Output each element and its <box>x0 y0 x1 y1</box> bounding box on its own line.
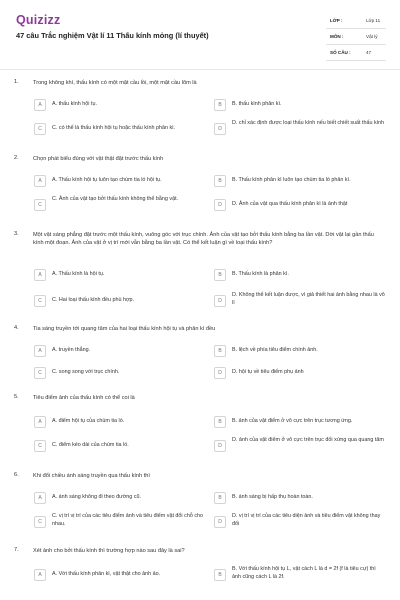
option-text: C. Ảnh của vật tạo bởi thấu kính không thể bằng vật. <box>52 196 179 202</box>
option-text: B. thấu kính phân kì. <box>232 101 282 107</box>
question-number: 4. <box>14 325 19 331</box>
option-text: D. chỉ xác định được loại thấu kính nếu biết chiết suất thấu kính <box>232 120 385 126</box>
option-letter-badge: A <box>34 269 46 281</box>
option-text: A. điểm hội tụ của chùm tia ló. <box>52 418 125 424</box>
option-text: B. Thấu kính phân kì luôn tạo chùm tia ló phân kì. <box>232 177 351 183</box>
meta-label: SỐ CÂU : <box>330 50 351 55</box>
option-letter-badge: C <box>34 123 46 135</box>
option-c[interactable] <box>34 512 204 532</box>
option-text: A. Thấu kính hội tụ luôn tạo chùm tia ló hội tụ. <box>52 177 162 183</box>
option-a[interactable] <box>34 95 204 115</box>
option-a[interactable] <box>34 565 204 585</box>
option-letter-badge: D <box>214 199 226 211</box>
question-7 <box>14 547 386 591</box>
option-text: C. Hai loại thấu kính đều phù hợp. <box>52 297 135 303</box>
question-number: 6. <box>14 472 19 478</box>
option-text: D. Ảnh của vật qua thấu kính phân kì là ảnh thật <box>232 201 348 207</box>
option-letter-badge: A <box>34 569 46 581</box>
meta-table <box>326 13 386 61</box>
question-number: 5. <box>14 394 19 400</box>
option-text: C. vị trí vị trí của các tiêu điểm ảnh và tiêu điểm vật đổi chỗ cho nhau. <box>52 513 204 527</box>
document-title: 47 câu Trắc nghiệm Vật lí 11 Thấu kính mỏng (lí thuyết) <box>16 31 209 40</box>
option-text: B. Với thấu kính hội tụ L, vật cách L là d = 2f (f là tiêu cự) thì ảnh cũng cách L là 2f. <box>232 566 376 580</box>
option-text: A. truyền thẳng. <box>52 347 91 353</box>
option-letter-badge: C <box>34 516 46 528</box>
option-letter-badge: B <box>214 269 226 281</box>
option-letter-badge: B <box>214 569 226 581</box>
option-letter-badge: D <box>214 295 226 307</box>
question-text: Xét ảnh cho bởi thấu kính thì trường hợp nào sau đây là sai? <box>33 548 185 554</box>
option-text: D. vị trí vị trí của các tiêu diện ảnh và tiêu điểm vật không thay đổi <box>232 513 381 527</box>
option-c[interactable] <box>34 363 204 383</box>
question-text: Một vật sáng phẳng đặt trước một thấu kính, vuông góc với trục chính. Ảnh của vật tạo bởi thấu kính bằng ba lần vật. Dời vật lại gần thấu kính một đoạn. Ảnh của vật ở vị trí mới vẫn bằng ba lần vật. Có thể kết luận gì về loại thấu kính? <box>33 232 374 246</box>
option-c[interactable] <box>34 119 204 139</box>
option-d[interactable] <box>214 195 386 215</box>
meta-label: LỚP : <box>330 18 343 23</box>
option-text: B. lệch về phía tiêu điểm chính ảnh. <box>232 347 318 353</box>
option-c[interactable] <box>34 195 204 215</box>
option-a[interactable] <box>34 171 204 191</box>
question-text: Chọn phát biểu đúng với vật thật đặt trước thấu kính <box>33 156 164 162</box>
option-letter-badge: D <box>214 367 226 379</box>
question-5 <box>14 394 386 458</box>
option-letter-badge: B <box>214 492 226 504</box>
option-a[interactable] <box>34 341 204 361</box>
option-letter-badge: B <box>214 175 226 187</box>
option-letter-badge: A <box>34 345 46 357</box>
option-letter-badge: A <box>34 492 46 504</box>
question-text: Tia sáng truyền tới quang tâm của hai loại thấu kính hội tụ và phân kì đều <box>33 326 216 332</box>
question-6 <box>14 472 386 536</box>
option-text: C. có thể là thấu kính hội tụ hoặc thấu kính phân kì. <box>52 125 176 131</box>
option-b[interactable] <box>214 265 386 285</box>
option-letter-badge: C <box>34 199 46 211</box>
option-text: B. ánh sáng bị hấp thụ hoàn toàn. <box>232 494 313 500</box>
option-letter-badge: D <box>214 516 226 528</box>
option-letter-badge: A <box>34 99 46 111</box>
option-letter-badge: C <box>34 440 46 452</box>
option-text: B. Thấu kính là phân kì. <box>232 271 289 277</box>
option-c[interactable] <box>34 291 204 311</box>
question-number: 1. <box>14 79 19 85</box>
meta-value: Vật lý <box>366 34 378 39</box>
question-text: Trong không khí, thấu kính có một mặt cầu lồi, một mặt cầu lõm là <box>33 80 197 86</box>
header-divider <box>0 69 400 70</box>
option-text: C. điểm kéo dài của chùm tia ló. <box>52 442 129 448</box>
option-text: A. ánh sáng không đi theo đường cũ. <box>52 494 141 500</box>
option-letter-badge: C <box>34 367 46 379</box>
option-letter-badge: B <box>214 345 226 357</box>
option-text: C. song song với trục chính. <box>52 369 120 375</box>
option-text: D. hội tụ về tiêu điểm phụ ảnh <box>232 369 304 375</box>
option-letter-badge: B <box>214 99 226 111</box>
option-b[interactable] <box>214 95 386 115</box>
question-3 <box>14 231 386 317</box>
option-d[interactable] <box>214 119 386 139</box>
option-text: A. Với thấu kính phân kì, vật thật cho ảnh ảo. <box>52 571 161 577</box>
option-text: D. Không thể kết luận được, vì giả thiết hai ảnh bằng nhau là vô lí <box>232 292 385 306</box>
option-letter-badge: D <box>214 123 226 135</box>
option-d[interactable] <box>214 363 386 383</box>
document-header <box>0 0 400 64</box>
question-1 <box>14 79 386 141</box>
option-a[interactable] <box>34 265 204 285</box>
option-letter-badge: A <box>34 416 46 428</box>
question-4 <box>14 325 386 387</box>
option-letter-badge: D <box>214 440 226 452</box>
option-d[interactable] <box>214 291 386 311</box>
option-b[interactable] <box>214 488 386 508</box>
question-text: Tiêu điểm ảnh của thấu kính có thể coi là <box>33 395 135 401</box>
option-b[interactable] <box>214 341 386 361</box>
option-b[interactable] <box>214 412 386 432</box>
option-b[interactable] <box>214 171 386 191</box>
option-text: B. ảnh của vật điểm ở vô cực trên trục tương ứng. <box>232 418 353 424</box>
option-c[interactable] <box>34 436 204 456</box>
question-number: 7. <box>14 547 19 553</box>
meta-value: 47 <box>366 50 372 55</box>
option-letter-badge: C <box>34 295 46 307</box>
meta-row-subject <box>326 29 386 45</box>
option-b[interactable] <box>214 565 386 585</box>
option-text: D. ảnh của vật điểm ở vô cực trên trục đối xứng qua quang tâm <box>232 437 384 443</box>
question-number: 2. <box>14 155 19 161</box>
meta-row-count <box>326 45 386 61</box>
option-text: A. thấu kính hội tụ. <box>52 101 97 107</box>
option-letter-badge: A <box>34 175 46 187</box>
option-d[interactable] <box>214 436 386 456</box>
question-text: Khi đổi chiều ánh sáng truyền qua thấu kính thì <box>33 473 150 479</box>
option-letter-badge: B <box>214 416 226 428</box>
quizizz-logo: Quizizz <box>16 13 61 27</box>
question-number: 3. <box>14 231 19 237</box>
question-2 <box>14 155 386 217</box>
option-a[interactable] <box>34 488 204 508</box>
meta-label: MÔN : <box>330 34 344 39</box>
meta-row-class <box>326 13 386 29</box>
option-a[interactable] <box>34 412 204 432</box>
option-d[interactable] <box>214 512 386 532</box>
meta-value: Lớp 11 <box>366 18 381 23</box>
option-text: A. Thấu kính là hội tụ. <box>52 271 105 277</box>
